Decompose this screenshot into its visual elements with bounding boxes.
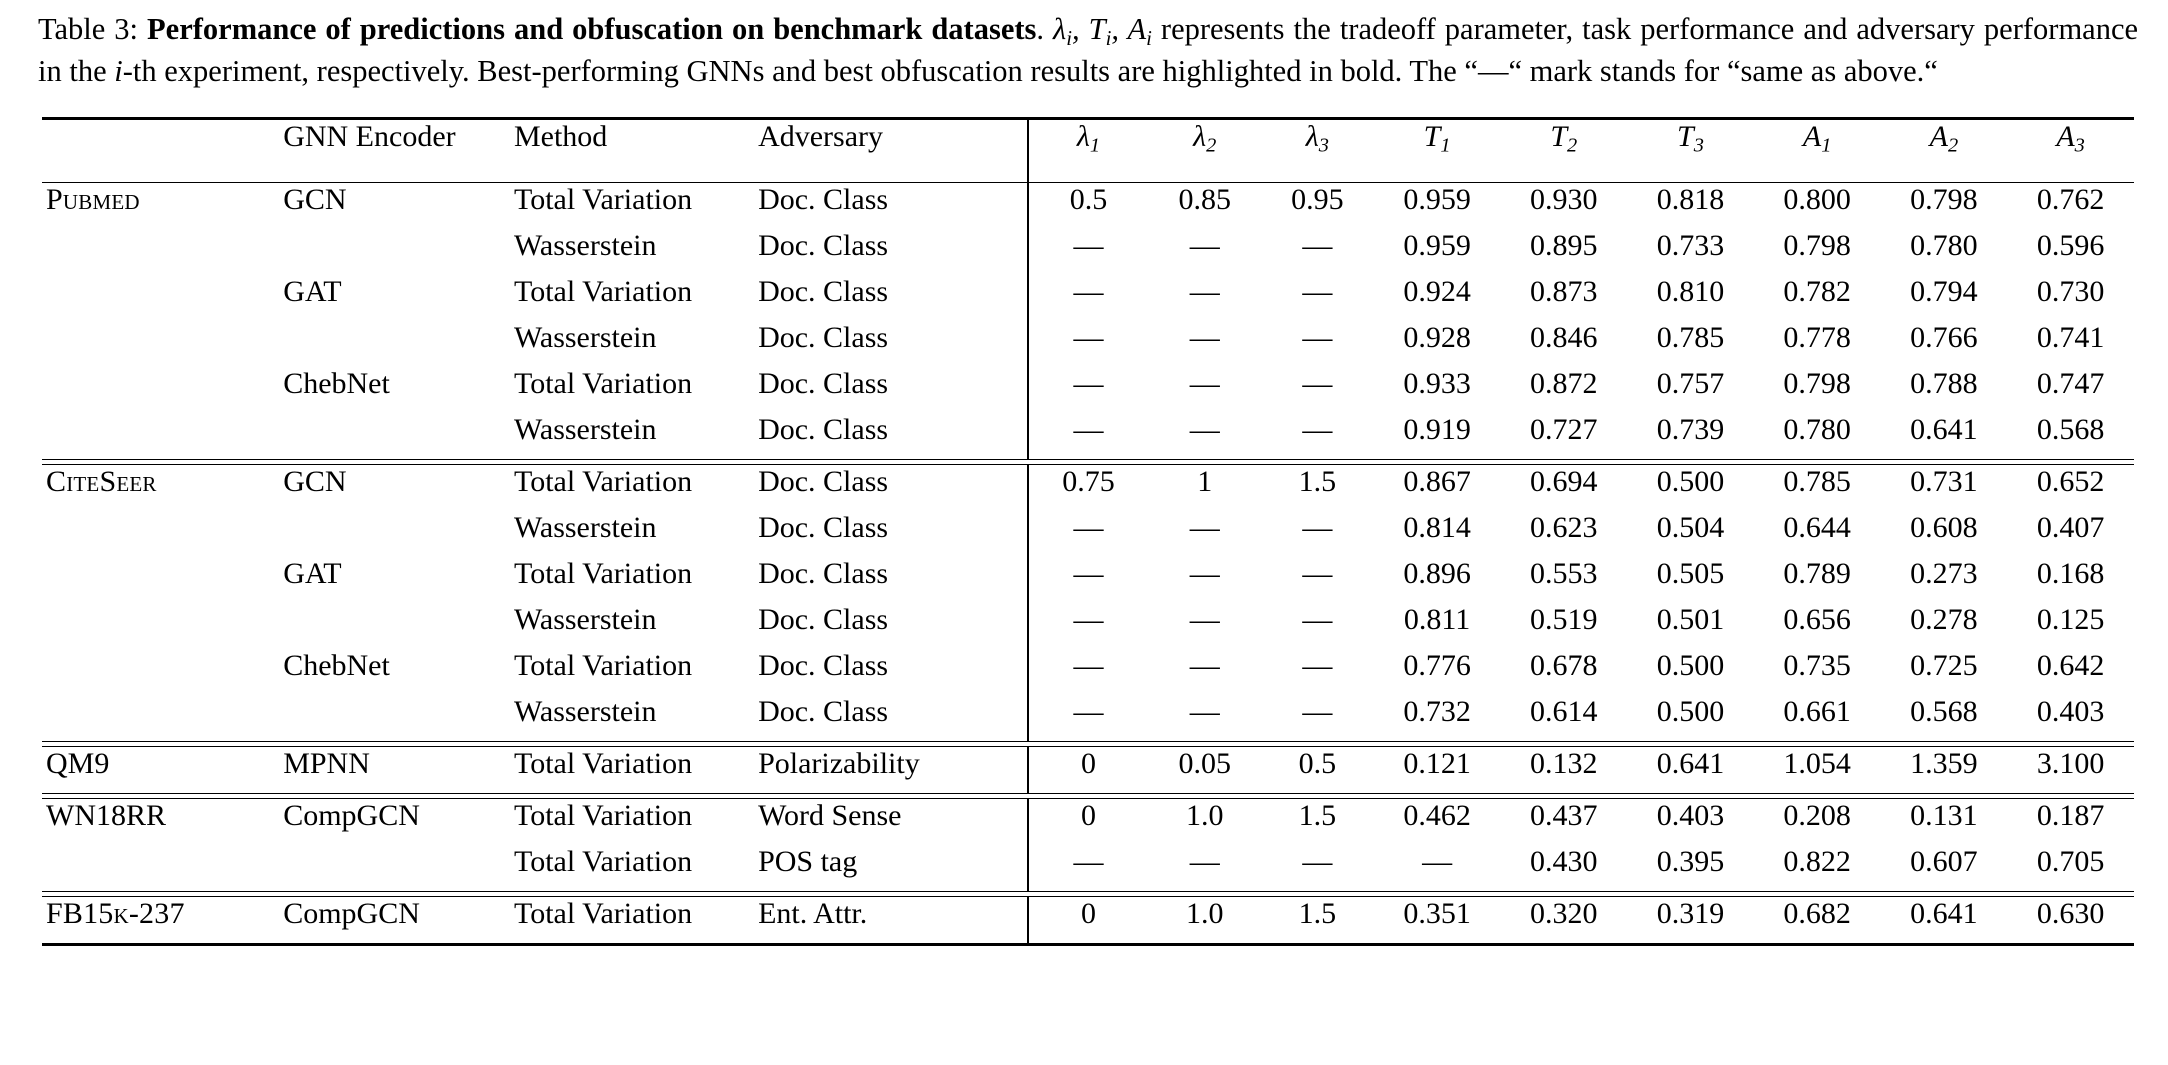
row-t-3: 0.810: [1656, 275, 1725, 309]
row-t-1: 0.462: [1403, 799, 1471, 833]
row-lambda-2: —: [1189, 557, 1220, 591]
row-t-2: 0.553: [1530, 557, 1598, 591]
row-a-1: 0.661: [1783, 695, 1851, 729]
header-t-3: $T_3$: [1627, 119, 1754, 183]
row-encoder: GCN: [283, 465, 347, 499]
row-lambda-1: —: [1028, 229, 1149, 275]
row-dataset: [42, 511, 283, 557]
table-caption: [38, 10, 2138, 91]
row-t-2: 0.930: [1530, 183, 1598, 217]
row-a-3: 0.403: [2036, 695, 2105, 729]
row-method: Total Variation: [513, 367, 693, 401]
table-row: [42, 557, 2134, 603]
row-lambda-2: 1.0: [1186, 799, 1224, 833]
row-lambda-3: 1.5: [1261, 897, 1374, 945]
row-lambda-1: 0: [1028, 747, 1149, 794]
row-encoder: GCN: [283, 183, 347, 217]
row-lambda-3: —: [1302, 845, 1333, 879]
row-lambda-3: —: [1302, 511, 1333, 545]
row-a-2: 0.641: [1910, 413, 1978, 447]
row-a-1: 0.798: [1783, 367, 1851, 401]
row-adversary: Doc. Class: [758, 229, 889, 263]
row-a-3: 0.630: [2007, 897, 2134, 945]
row-lambda-2: 0.85: [1178, 183, 1232, 217]
table-row: [42, 183, 2134, 230]
row-lambda-2: —: [1189, 321, 1220, 355]
caption-text-1: .: [1036, 12, 1054, 46]
row-method: Total Variation: [513, 649, 693, 683]
row-t-2: 0.873: [1530, 275, 1598, 309]
row-dataset-label: FB15k-237: [46, 897, 185, 931]
row-dataset: [42, 557, 283, 603]
row-dataset: Pubmed: [46, 183, 140, 217]
header-lambda-3: $\lambda_3$: [1261, 119, 1374, 183]
row-a-3: 0.652: [2036, 465, 2105, 499]
row-lambda-1: 0: [1028, 897, 1149, 945]
row-lambda-2: —: [1189, 603, 1220, 637]
caption-text-2: represents the tradeoff parameter, task performance and adversary performance in the: [38, 12, 2139, 89]
row-method: Wasserstein: [513, 695, 657, 729]
row-lambda-3: —: [1302, 229, 1333, 263]
row-dataset: [42, 649, 283, 695]
row-method: Total Variation: [513, 465, 693, 499]
row-lambda-1: 0: [1028, 799, 1149, 846]
table-row: [42, 695, 2134, 742]
row-dataset: WN18RR: [46, 799, 166, 833]
row-t-1: 0.351: [1374, 897, 1501, 945]
row-a-2: 0.131: [1910, 799, 1978, 833]
row-lambda-1: —: [1028, 557, 1149, 603]
table-header-row: [42, 119, 2134, 183]
row-lambda-3: 1.5: [1298, 465, 1337, 499]
row-lambda-3: —: [1302, 321, 1333, 355]
row-t-1: 0.776: [1403, 649, 1471, 683]
row-t-2: 0.678: [1530, 649, 1598, 683]
row-encoder: CompGCN: [283, 897, 514, 945]
row-t-3: 0.505: [1656, 557, 1725, 591]
row-a-3: 0.730: [2036, 275, 2105, 309]
header-a-2: $A_2$: [1881, 119, 2008, 183]
row-method: Total Variation: [514, 897, 758, 945]
table-row: [42, 465, 2134, 512]
row-lambda-2: —: [1189, 275, 1220, 309]
row-t-2: 0.437: [1530, 799, 1598, 833]
row-a-2: 0.278: [1910, 603, 1978, 637]
row-t-3: 0.403: [1656, 799, 1725, 833]
row-a-2: 0.641: [1881, 897, 2008, 945]
row-adversary: Doc. Class: [758, 649, 889, 683]
row-encoder: [283, 845, 514, 892]
row-a-3: 0.596: [2036, 229, 2105, 263]
row-a-3: 0.168: [2036, 557, 2105, 591]
table-row: [42, 321, 2134, 367]
row-t-3: 0.500: [1656, 465, 1725, 499]
row-a-2: 0.731: [1910, 465, 1978, 499]
row-adversary: Polarizability: [758, 747, 920, 781]
row-adversary: Doc. Class: [758, 275, 889, 309]
row-encoder: [283, 695, 514, 742]
row-lambda-3: 1.5: [1298, 799, 1337, 833]
row-t-1: 0.121: [1403, 747, 1471, 781]
results-table: [42, 117, 2134, 946]
row-adversary: Doc. Class: [758, 367, 889, 401]
table-row: [42, 603, 2134, 649]
header-a-1: $A_1$: [1754, 119, 1881, 183]
row-lambda-1: 0.75: [1028, 465, 1149, 512]
row-lambda-2: —: [1189, 649, 1220, 683]
row-a-2: 0.798: [1910, 183, 1978, 217]
header-lambda-2: $\lambda_2$: [1148, 119, 1261, 183]
row-t-3: 0.785: [1656, 321, 1725, 355]
row-encoder: [283, 229, 514, 275]
row-a-2: 0.273: [1910, 557, 1978, 591]
row-lambda-2: —: [1189, 511, 1220, 545]
header-method: Method: [514, 119, 758, 183]
row-method: Total Variation: [513, 845, 693, 879]
row-dataset: QM9: [46, 747, 110, 781]
row-t-2: 0.727: [1530, 413, 1598, 447]
table-row: [42, 897, 2134, 945]
row-a-1: 0.782: [1783, 275, 1851, 309]
row-method: Wasserstein: [513, 229, 657, 263]
row-lambda-1: —: [1028, 511, 1149, 557]
row-method: Wasserstein: [513, 413, 657, 447]
row-lambda-2: —: [1189, 413, 1220, 447]
row-a-1: 0.644: [1783, 511, 1851, 545]
row-lambda-1: —: [1028, 321, 1149, 367]
row-a-1: 1.054: [1783, 747, 1851, 781]
row-a-3: 0.705: [2036, 845, 2105, 879]
row-encoder: [283, 321, 514, 367]
header-lambda-1: $\lambda_1$: [1028, 119, 1149, 183]
row-adversary: POS tag: [758, 845, 858, 879]
row-adversary: Ent. Attr.: [758, 897, 1027, 945]
row-t-3: 0.501: [1656, 603, 1725, 637]
row-t-1: 0.896: [1403, 557, 1471, 591]
row-t-3: 0.739: [1656, 413, 1725, 447]
row-dataset: [42, 367, 283, 413]
caption-italic-i: i: [114, 54, 123, 89]
row-adversary: Doc. Class: [758, 557, 889, 591]
row-t-3: 0.319: [1627, 897, 1754, 945]
row-dataset: [42, 897, 283, 945]
table-row: [42, 413, 2134, 460]
row-t-3: 0.818: [1656, 183, 1725, 217]
row-adversary: Doc. Class: [758, 695, 889, 729]
row-t-1: 0.867: [1403, 465, 1471, 499]
row-a-1: 0.682: [1754, 897, 1881, 945]
row-t-2: 0.614: [1530, 695, 1598, 729]
row-encoder: GAT: [283, 275, 342, 309]
row-encoder: ChebNet: [283, 367, 390, 401]
row-dataset: [42, 695, 283, 742]
row-a-2: 0.788: [1910, 367, 1978, 401]
table-row: [42, 229, 2134, 275]
row-a-3: 3.100: [2036, 747, 2105, 781]
row-dataset: CiteSeer: [46, 465, 157, 499]
row-a-2: 0.568: [1910, 695, 1978, 729]
row-t-3: 0.733: [1656, 229, 1725, 263]
row-lambda-1: —: [1028, 275, 1149, 321]
row-t-2: 0.430: [1530, 845, 1598, 879]
row-encoder: ChebNet: [283, 649, 390, 683]
row-lambda-2: —: [1189, 845, 1220, 879]
row-t-2: 0.846: [1530, 321, 1598, 355]
row-a-3: 0.568: [2036, 413, 2105, 447]
row-a-2: 0.780: [1910, 229, 1978, 263]
row-dataset: [42, 229, 283, 275]
row-lambda-1: —: [1028, 695, 1149, 742]
row-t-1: —: [1422, 845, 1453, 879]
row-dataset: [42, 603, 283, 649]
row-t-1: 0.928: [1403, 321, 1471, 355]
table-row: [42, 747, 2134, 794]
row-lambda-1: —: [1028, 413, 1149, 460]
row-lambda-3: 0.95: [1291, 183, 1344, 217]
header-t-1: $T_1$: [1374, 119, 1501, 183]
row-encoder: MPNN: [283, 747, 370, 781]
row-a-1: 0.785: [1783, 465, 1851, 499]
row-method: Wasserstein: [513, 511, 657, 545]
row-adversary: Doc. Class: [758, 465, 889, 499]
row-a-1: 0.735: [1783, 649, 1851, 683]
caption-label: Table 3:: [38, 12, 139, 46]
header-t-2: $T_2$: [1500, 119, 1627, 183]
row-adversary: Doc. Class: [758, 413, 889, 447]
row-adversary: Doc. Class: [758, 511, 889, 545]
row-a-3: 0.747: [2036, 367, 2105, 401]
row-method: Total Variation: [513, 799, 693, 833]
row-t-3: 0.395: [1656, 845, 1725, 879]
row-lambda-2: 1.0: [1148, 897, 1261, 945]
row-a-2: 0.766: [1910, 321, 1978, 355]
row-method: Total Variation: [513, 557, 693, 591]
caption-text-3: -th experiment, respectively. Best-performing GNNs and best obfuscation results are highlighted in bold. The “—“ mark stands for “same as above.“: [122, 54, 1938, 89]
row-lambda-1: —: [1028, 603, 1149, 649]
row-method: Wasserstein: [513, 603, 657, 637]
row-lambda-3: —: [1302, 603, 1333, 637]
caption-title: Performance of predictions and obfuscation on benchmark datasets: [147, 12, 1037, 46]
row-encoder: GAT: [283, 557, 342, 591]
row-dataset: [42, 275, 283, 321]
table-row: [42, 511, 2134, 557]
row-lambda-3: 0.5: [1298, 747, 1337, 781]
header-gnn-encoder: GNN Encoder: [283, 119, 514, 183]
row-a-1: 0.778: [1783, 321, 1851, 355]
row-a-3: 0.642: [2036, 649, 2105, 683]
row-lambda-1: —: [1028, 367, 1149, 413]
row-lambda-3: —: [1302, 557, 1333, 591]
row-t-3: 0.500: [1656, 649, 1725, 683]
row-a-1: 0.798: [1783, 229, 1851, 263]
row-a-1: 0.789: [1783, 557, 1851, 591]
row-a-1: 0.656: [1783, 603, 1851, 637]
row-adversary: Word Sense: [758, 799, 902, 833]
row-dataset: [42, 413, 283, 460]
table-row: [42, 799, 2134, 846]
row-lambda-1: 0.5: [1028, 183, 1149, 230]
row-lambda-2: —: [1189, 367, 1220, 401]
row-lambda-3: —: [1302, 275, 1333, 309]
row-t-1: 0.959: [1403, 229, 1471, 263]
row-t-1: 0.919: [1403, 413, 1471, 447]
row-a-3: 0.741: [2036, 321, 2105, 355]
row-t-3: 0.500: [1656, 695, 1725, 729]
row-t-2: 0.519: [1530, 603, 1598, 637]
row-encoder: [283, 413, 514, 460]
row-t-2: 0.320: [1500, 897, 1627, 945]
row-lambda-2: 1: [1197, 465, 1213, 499]
table-row: [42, 367, 2134, 413]
caption-symbols: $\lambda_i$, $T_i$, $A_i$: [1053, 12, 1152, 50]
row-encoder: CompGCN: [283, 799, 420, 833]
row-t-3: 0.641: [1656, 747, 1725, 781]
row-adversary: Doc. Class: [758, 321, 889, 355]
header-a-3: $A_3$: [2007, 119, 2134, 183]
row-t-2: 0.872: [1530, 367, 1598, 401]
row-t-3: 0.757: [1656, 367, 1725, 401]
row-method: Total Variation: [513, 275, 693, 309]
row-a-2: 0.794: [1910, 275, 1978, 309]
row-lambda-1: —: [1028, 845, 1149, 892]
row-adversary: Doc. Class: [758, 603, 889, 637]
row-lambda-2: —: [1189, 229, 1220, 263]
row-t-1: 0.959: [1403, 183, 1471, 217]
row-adversary: Doc. Class: [758, 183, 889, 217]
row-lambda-3: —: [1302, 695, 1333, 729]
row-lambda-1: —: [1028, 649, 1149, 695]
table-row: [42, 649, 2134, 695]
row-t-1: 0.811: [1403, 603, 1471, 637]
row-method: Total Variation: [513, 183, 693, 217]
row-t-2: 0.132: [1530, 747, 1598, 781]
row-t-1: 0.933: [1403, 367, 1471, 401]
row-t-2: 0.623: [1530, 511, 1598, 545]
row-a-1: 0.800: [1783, 183, 1851, 217]
row-a-3: 0.762: [2036, 183, 2105, 217]
row-lambda-3: —: [1302, 367, 1333, 401]
row-a-2: 0.607: [1910, 845, 1978, 879]
row-a-2: 0.725: [1910, 649, 1978, 683]
header-dataset: [42, 119, 283, 183]
row-dataset: [42, 845, 283, 892]
row-a-1: 0.780: [1783, 413, 1851, 447]
row-a-2: 1.359: [1910, 747, 1978, 781]
row-a-3: 0.187: [2036, 799, 2105, 833]
row-lambda-3: —: [1302, 649, 1333, 683]
row-a-1: 0.822: [1783, 845, 1851, 879]
row-a-1: 0.208: [1783, 799, 1851, 833]
row-t-1: 0.924: [1403, 275, 1471, 309]
header-adversary: Adversary: [758, 119, 1027, 183]
table-row: [42, 275, 2134, 321]
row-lambda-2: —: [1189, 695, 1220, 729]
row-a-2: 0.608: [1910, 511, 1978, 545]
table-row: [42, 845, 2134, 892]
row-dataset: [42, 321, 283, 367]
row-method: Total Variation: [513, 747, 693, 781]
row-t-2: 0.694: [1530, 465, 1598, 499]
row-method: Wasserstein: [513, 321, 657, 355]
row-lambda-3: —: [1302, 413, 1333, 447]
row-t-3: 0.504: [1656, 511, 1725, 545]
row-t-2: 0.895: [1530, 229, 1598, 263]
row-a-3: 0.125: [2036, 603, 2105, 637]
row-t-1: 0.732: [1403, 695, 1471, 729]
row-lambda-2: 0.05: [1178, 747, 1232, 781]
row-t-1: 0.814: [1403, 511, 1471, 545]
row-encoder: [283, 511, 514, 557]
row-encoder: [283, 603, 514, 649]
row-a-3: 0.407: [2036, 511, 2105, 545]
